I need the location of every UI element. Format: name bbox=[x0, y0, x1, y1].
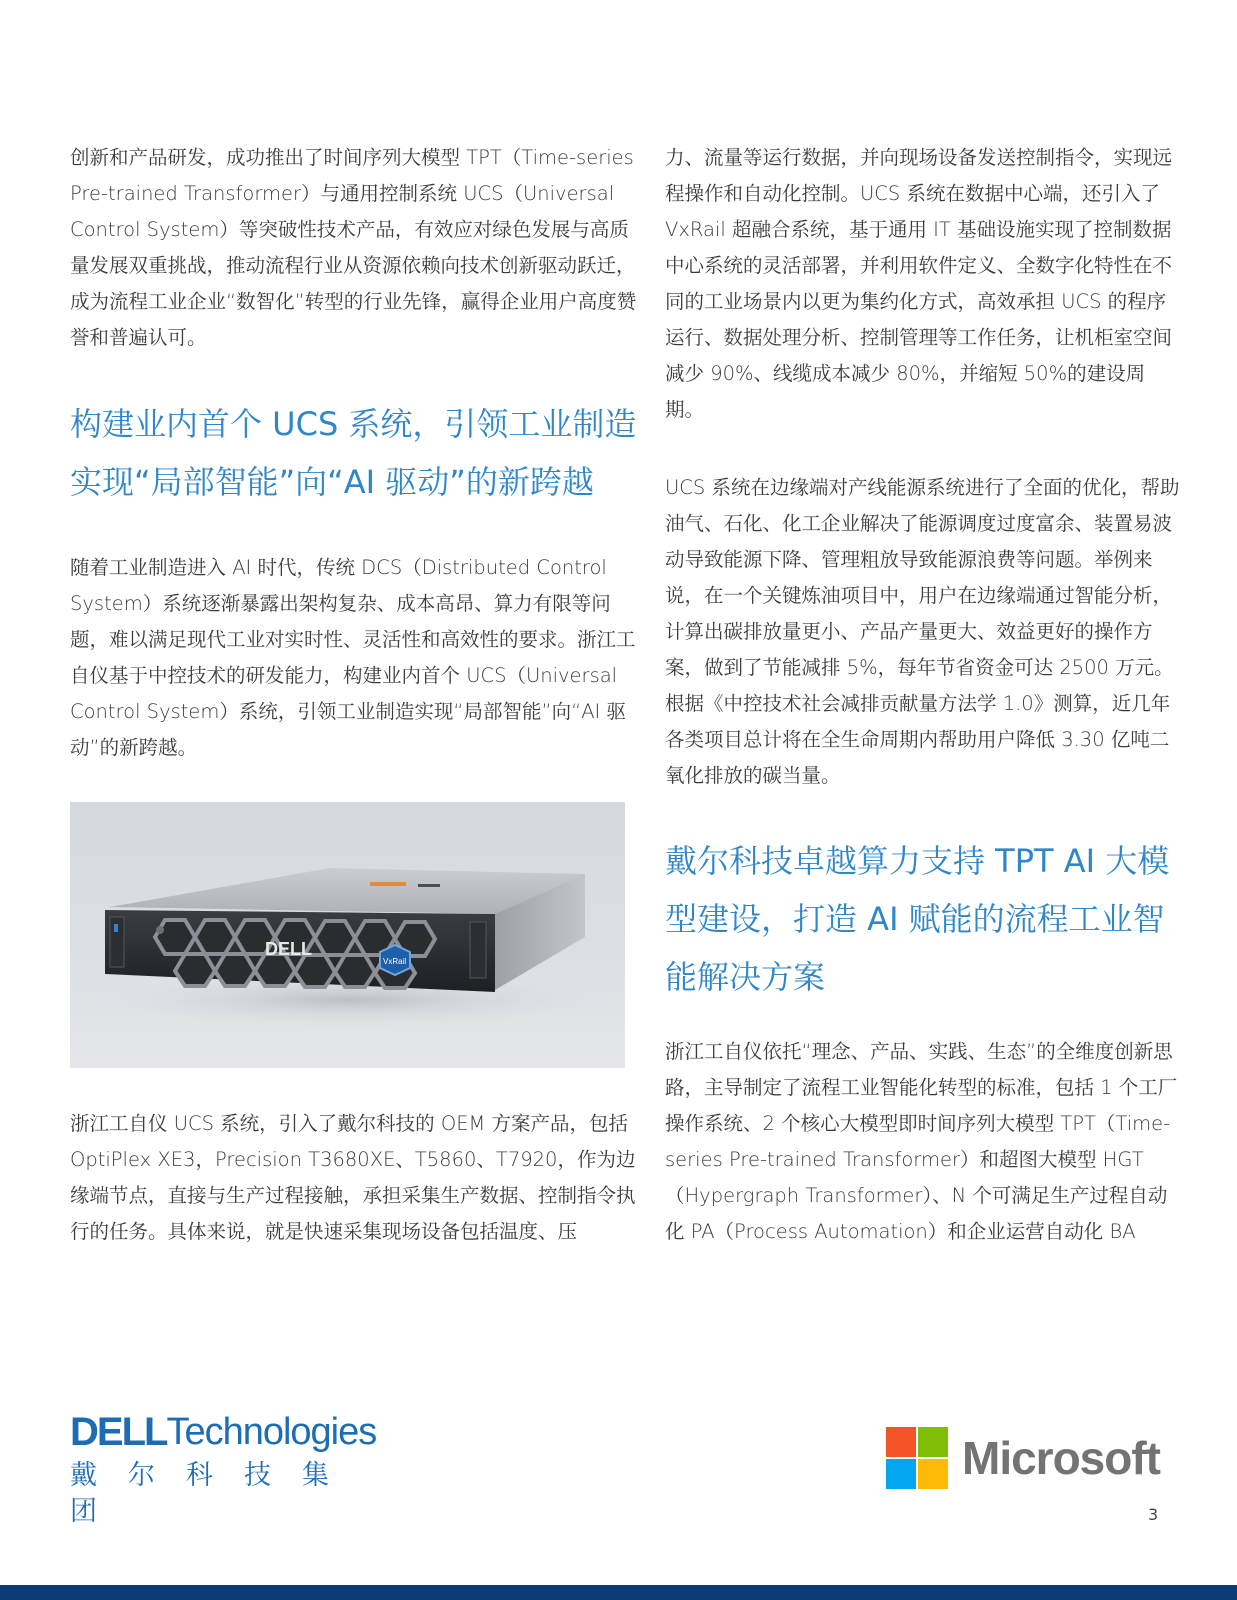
right-paragraph-2: UCS 系统在边缘端对产线能源系统进行了全面的优化，帮助油气、石化、化工企业解决了能源调度过度富余、装置易波动导致能源下降、管理粗放导致能源浪费等问题。举例来说，在一个关键炼油项目中，用户在边缘端通过智能分析，计算出碳排放量更小、产品产量更大、效益更好的操作方案，做到了节能减排 5%，每年节省资金可达 2500 万元。根据《中控技术社会减排贡献量方法学 1.0》测算，近几年各类项目总计将在全生命周期内帮助用户降低 3.30 亿吨二氧化排放的碳当量。 bbox=[665, 476, 1180, 787]
bottom-color-bar bbox=[0, 1585, 1237, 1600]
right-section-heading: 戴尔科技卓越算力支持 TPT AI 大模型建设，打造 AI 赋能的流程工业智能解决方案 bbox=[665, 842, 1170, 996]
right-paragraph-1: 力、流量等运行数据，并向现场设备发送控制指令，实现远程操作和自动化控制。UCS 系统在数据中心端，还引入了 VxRail 超融合系统，基于通用 IT 基础设施实现了控制数据中心系统的灵活部署，并利用软件定义、全数字化特性在不同的工业场景内以更为集约化方式，高效承担 UCS 的程序运行、数据处理分析、控制管理等工作任务，让机柜室空间减少 90%、线缆成本减少 80%，并缩短 50%的建设周期。 bbox=[665, 146, 1173, 421]
server-brand-text: DELL bbox=[265, 939, 312, 959]
microsoft-word: Microsoft bbox=[962, 1432, 1160, 1484]
vxrail-badge-text: VxRail bbox=[383, 957, 407, 966]
left-section-heading: 构建业内首个 UCS 系统，引领工业制造实现“局部智能”向“AI 驱动”的新跨越 bbox=[70, 405, 637, 501]
page-number: 3 bbox=[1148, 1505, 1159, 1524]
dell-technologies-word: Technologies bbox=[166, 1411, 377, 1453]
dell-technologies-logo bbox=[70, 1410, 400, 1527]
dell-brand-word: DELL bbox=[70, 1410, 167, 1454]
dell-chinese-name: 戴尔科技集团 bbox=[70, 1460, 360, 1527]
left-paragraph-1: 创新和产品研发，成功推出了时间序列大模型 TPT（Time-series Pre-trained Transformer）与通用控制系统 UCS（Universal Control System）等突破性技术产品，有效应对绿色发展与高质量发展双重挑战，推动流程行业从资源依赖向技术创新驱动跃迁，成为流程工业企业“数智化”转型的行业先锋，赢得企业用户高度赞誉和普遍认可。 bbox=[70, 146, 637, 349]
left-paragraph-3: 浙江工自仪 UCS 系统，引入了戴尔科技的 OEM 方案产品，包括 OptiPlex XE3，Precision T3680XE、T5860、T7920，作为边缘端节点，直接与生产过程接触，承担采集生产数据、控制指令执行的任务。具体来说，就是快速采集现场设备包括温度、压 bbox=[70, 1112, 636, 1243]
microsoft-squares-icon bbox=[886, 1427, 948, 1489]
server-photo bbox=[70, 802, 625, 1068]
right-paragraph-3: 浙江工自仪依托“理念、产品、实践、生态”的全维度创新思路，主导制定了流程工业智能化转型的标准，包括 1 个工厂操作系统、2 个核心大模型即时间序列大模型 TPT（Time-series Pre-trained Transformer）和超图大模型 HGT（Hypergraph Transformer）、N 个可满足生产过程自动化 PA（Process Automation）和企业运营自动化 BA bbox=[665, 1040, 1178, 1243]
server-illustration bbox=[70, 802, 625, 1068]
microsoft-logo bbox=[886, 1426, 1186, 1490]
left-paragraph-2: 随着工业制造进入 AI 时代，传统 DCS（Distributed Control System）系统逐渐暴露出架构复杂、成本高昂、算力有限等问题，难以满足现代工业对实时性、灵活性和高效性的要求。浙江工自仪基于中控技术的研发能力，构建业内首个 UCS（Universal Control System）系统，引领工业制造实现“局部智能”向“AI 驱动”的新跨越。 bbox=[70, 556, 636, 759]
